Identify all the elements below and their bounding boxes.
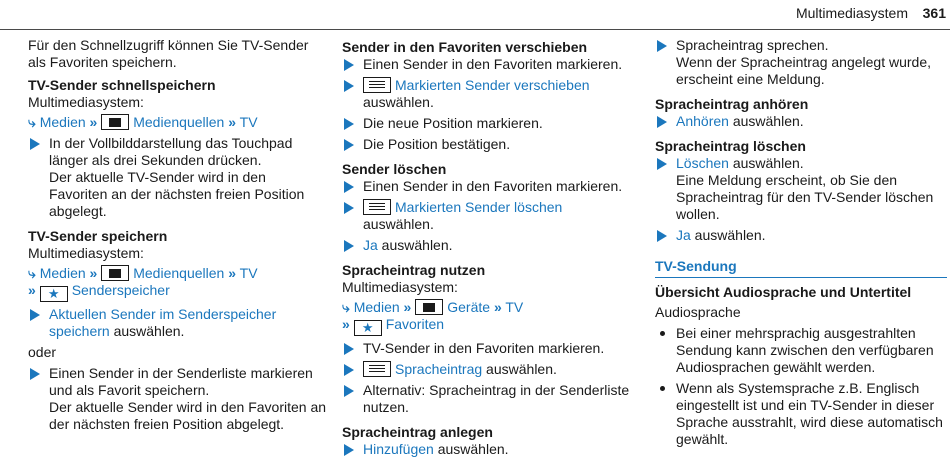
path-start-arrow-icon: ⤷ (28, 265, 36, 281)
path-favoriten[interactable]: Favoriten (385, 316, 445, 332)
path-medien[interactable]: Medien (353, 299, 400, 315)
save-system-label: Multimediasystem: (28, 245, 144, 261)
delete-sender-link[interactable]: Markierten Sender löschen (395, 199, 563, 215)
step-arrow-icon (30, 368, 40, 380)
list-menu-icon (363, 361, 391, 377)
step-arrow-icon (657, 230, 667, 242)
step-text: auswählen. (482, 361, 557, 377)
quick-save-heading: TV-Sender schnellspeichern (28, 77, 216, 93)
chevron-double-icon: » (89, 114, 98, 130)
save-current-link[interactable]: Aktuellen Sender im Senderspeicher speichern (49, 306, 277, 339)
list-item (655, 325, 947, 376)
chevron-double-icon: » (228, 114, 236, 130)
list-item-text: Bei einer mehrsprachig ausgestrahlten Sendung kann zwischen den verfügbaren Audiosprachen gewählt werden. (676, 325, 934, 375)
chevron-double-icon: » (28, 282, 36, 298)
step-arrow-icon (657, 158, 667, 170)
step-text: Die Position bestätigen. (363, 136, 511, 152)
audio-language-label: Audiosprache (655, 304, 741, 320)
intro-text: Für den Schnellzugriff können Sie TV-Sender als Favoriten speichern. (28, 37, 309, 70)
path-tv[interactable]: TV (505, 299, 524, 315)
step-text: Einen Sender in der Senderliste markieren und als Favorit speichern. Der aktuelle Sender wird in den Favoriten an der nächsten freien Position abgelegt. (49, 365, 327, 432)
step-arrow-icon (344, 80, 354, 92)
chevron-double-icon: » (228, 265, 236, 281)
add-link[interactable]: Hinzufügen (363, 441, 434, 457)
save-heading: TV-Sender speichern (28, 228, 168, 244)
bullet-icon (660, 331, 665, 336)
step-text: In der Vollbilddarstellung das Touchpad länger als drei Sekunden drücken. Der aktuelle TV-Sender wird in den Favoriten an der nächsten freien Position abgelegt. (49, 135, 305, 219)
column-2 (342, 37, 637, 462)
path-medienquellen[interactable]: Medienquellen (133, 114, 225, 130)
path-tv[interactable]: TV (239, 265, 258, 281)
star-icon: ★ (354, 320, 382, 336)
devices-icon (415, 299, 443, 315)
step-arrow-icon (344, 202, 354, 214)
step-text: auswählen. (690, 227, 766, 243)
voice-listen-step (655, 113, 947, 130)
step-arrow-icon (344, 118, 354, 130)
step-arrow-icon (344, 385, 354, 397)
move-heading: Sender in den Favoriten verschieben (342, 39, 588, 55)
save-step (28, 306, 328, 340)
step-text: TV-Sender in den Favoriten markieren. (363, 340, 605, 356)
star-icon: ★ (40, 286, 68, 302)
move-step-1 (342, 56, 637, 73)
voice-create-heading: Spracheintrag anlegen (342, 424, 493, 440)
column-1 (28, 37, 328, 437)
step-arrow-icon (344, 240, 354, 252)
delete-link[interactable]: Löschen (676, 155, 729, 171)
alt-save-step (28, 365, 328, 433)
step-text: auswählen. (728, 113, 804, 129)
step-arrow-icon (657, 116, 667, 128)
delete-step-2 (342, 199, 637, 233)
delete-step-3 (342, 237, 637, 254)
step-arrow-icon (30, 309, 40, 321)
media-sources-icon (101, 114, 129, 130)
step-text: Alternativ: Spracheintrag in der Senderliste nutzen. (363, 382, 630, 415)
step-arrow-icon (344, 181, 354, 193)
path-medien[interactable]: Medien (39, 114, 86, 130)
listen-link[interactable]: Anhören (676, 113, 729, 129)
list-item-text: Wenn als Systemsprache z.B. Englisch eingestellt ist und ein TV-Sender in dieser Sprache ausstrahlt, wird diese automatisch gewählt. (676, 380, 943, 447)
quick-save-system-label: Multimediasystem: (28, 94, 144, 110)
column-3 (655, 37, 947, 452)
ja-link[interactable]: Ja (676, 227, 691, 243)
path-start-arrow-icon: ⤷ (342, 299, 350, 315)
overview-heading: Übersicht Audiosprache und Untertitel (655, 284, 912, 300)
voice-create-step (342, 441, 637, 458)
delete-heading: Sender löschen (342, 161, 447, 177)
step-arrow-icon (344, 444, 354, 456)
step-text: Einen Sender in den Favoriten markieren. (363, 178, 623, 194)
list-menu-icon (363, 77, 391, 93)
header-title: Multimediasystem (795, 5, 908, 21)
save-menu-path (28, 265, 328, 302)
voice-use-step-2 (342, 361, 637, 378)
move-sender-link[interactable]: Markierten Sender verschieben (395, 77, 590, 93)
move-step-3 (342, 115, 637, 132)
step-arrow-icon (30, 138, 40, 150)
or-text: oder (28, 344, 57, 360)
step-text: auswählen. Eine Meldung erscheint, ob Sie den Spracheintrag für den TV-Sender löschen wollen. (676, 155, 934, 222)
voice-delete-step (655, 155, 947, 223)
tv-broadcast-section-heading: TV-Sendung (655, 258, 947, 278)
path-start-arrow-icon: ⤷ (28, 114, 36, 130)
step-arrow-icon (657, 40, 667, 52)
path-medien[interactable]: Medien (39, 265, 86, 281)
move-step-2 (342, 77, 637, 111)
media-sources-icon (101, 265, 129, 281)
step-arrow-icon (344, 139, 354, 151)
step-text: Spracheintrag sprechen. Wenn der Spracheintrag angelegt wurde, erscheint eine Meldung. (676, 37, 932, 87)
step-text: auswählen. (433, 441, 509, 457)
ja-link[interactable]: Ja (363, 237, 378, 253)
step-text: Einen Sender in den Favoriten markieren. (363, 56, 623, 72)
quick-save-menu-path (28, 114, 328, 131)
voice-entry-link[interactable]: Spracheintrag (395, 361, 483, 377)
path-medienquellen[interactable]: Medienquellen (133, 265, 225, 281)
voice-use-system-label: Multimediasystem: (342, 279, 458, 295)
voice-delete-confirm-step (655, 227, 947, 244)
voice-delete-heading: Spracheintrag löschen (655, 138, 806, 154)
voice-use-step-3 (342, 382, 637, 416)
page-header (0, 0, 950, 32)
chevron-double-icon: » (493, 299, 502, 315)
step-text: auswählen. (377, 237, 453, 253)
step-arrow-icon (344, 59, 354, 71)
step-text: Die neue Position markieren. (363, 115, 543, 131)
quick-save-step (28, 135, 328, 220)
step-text: auswählen. (109, 323, 185, 339)
voice-listen-heading: Spracheintrag anhören (655, 96, 809, 112)
step-text: auswählen. (363, 216, 434, 232)
chevron-double-icon: » (89, 265, 98, 281)
path-geraete[interactable]: Geräte (447, 299, 491, 315)
chevron-double-icon: » (342, 316, 350, 332)
voice-use-step-1 (342, 340, 637, 357)
list-menu-icon (363, 199, 391, 215)
step-arrow-icon (344, 343, 354, 355)
bullet-icon (660, 386, 665, 391)
delete-step-1 (342, 178, 637, 195)
step-arrow-icon (344, 364, 354, 376)
chevron-double-icon: » (403, 299, 412, 315)
path-tv[interactable]: TV (239, 114, 258, 130)
list-item (655, 380, 947, 448)
voice-use-menu-path (342, 299, 637, 336)
path-senderspeicher[interactable]: Senderspeicher (71, 282, 170, 298)
voice-use-heading: Spracheintrag nutzen (342, 262, 486, 278)
page-number: 361 (922, 5, 946, 21)
move-step-4 (342, 136, 637, 153)
header-rule (0, 29, 950, 30)
step-text: auswählen. (363, 94, 434, 110)
speak-step (655, 37, 947, 88)
